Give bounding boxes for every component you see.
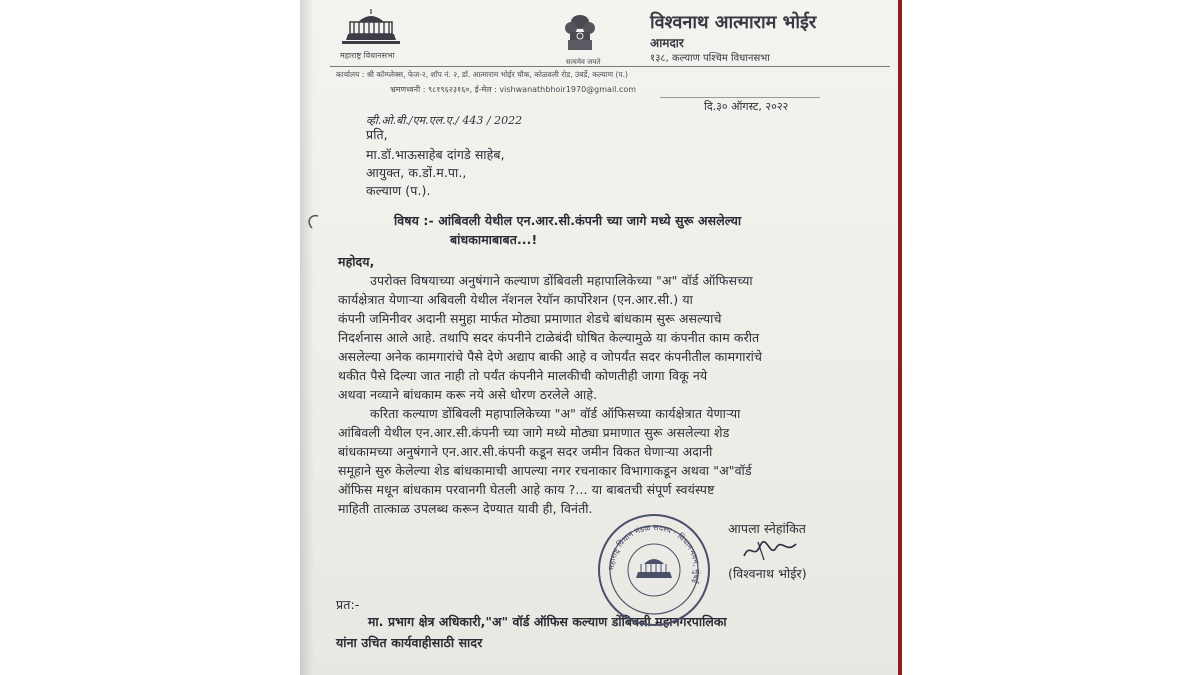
vidhan-bhavan-logo-icon: [336, 8, 406, 48]
official-stamp: [598, 514, 710, 626]
copy-line-1: मा. प्रभाग क्षेत्र अधिकारी,"अ" वॉर्ड ऑफिस कल्याण डोंबिवली महानगरपालिका: [368, 614, 727, 629]
page-shadow: [300, 0, 314, 675]
para2-line: करिता कल्याण डोंबिवली महापालिकेच्या "अ" वॉर्ड ऑफिसच्या कार्यक्षेत्रात येणाऱ्या: [370, 406, 741, 421]
para1-line: निदर्शनास आले आहे. तथापि सदर कंपनीने टाळेबंदी घोषित केल्यामुळे या कंपनीत काम करीत: [338, 330, 760, 345]
reference-number: व्ही.ओ.बी./एम.एल.ए./ 443 / 2022: [366, 114, 523, 127]
para1-line: कार्यक्षेत्रात येणाऱ्या अबिवली येथील नॅशनल रेयॉन कार्पोरेशन (एन.आर.सी.) या: [338, 292, 693, 307]
header-divider-lower: [660, 97, 820, 98]
to-label: प्रति,: [366, 127, 388, 142]
contact-info: भ्रमणध्वनी : ९८१९६२३१६०, ई-मेल : vishwanathbhoir1970@gmail.com: [390, 85, 637, 94]
closing: आपला स्नेहांकित: [728, 521, 807, 536]
mla-name: विश्वनाथ आत्माराम भोईर: [650, 12, 817, 33]
para1-line: अथवा नव्याने बांधकाम करू नये असे धोरण ठरलेले आहे.: [338, 387, 598, 402]
signature-mark-icon: [740, 538, 800, 564]
subject-line-1: विषय :- आंबिवली येथील एन.आर.सी.कंपनी च्या जागे मध्ये सुरू असलेल्या: [394, 213, 742, 228]
para2-line: समूहाने सुरु केलेल्या शेड बांधकामाची आपल्या नगर रचनाकार विभागाकडून अथवा "अ"वॉर्ड: [338, 463, 752, 478]
letter-date: दि.३० ऑगस्ट, २०२२: [704, 100, 789, 113]
salutation: महोदय,: [338, 254, 375, 269]
copy-label: प्रत:-: [336, 597, 360, 612]
signatory-name: (विश्वनाथ भोईर): [728, 566, 807, 581]
stamp-text: महाराष्ट्र विधान मंडळ सदस्य · विधानभवन, मुंबई: [606, 522, 702, 585]
para1-line: उपरोक्त विषयाच्या अनुषंगाने कल्याण डोंबिवली महापालिकेच्या "अ" वॉर्ड ऑफिसच्या: [370, 273, 753, 288]
recipient-place: कल्याण (प.).: [366, 183, 431, 198]
para2-line: बांधकामच्या अनुषंगाने एन.आर.सी.कंपनी कडून सदर जमीन विकत घेणाऱ्या अदानी: [338, 444, 713, 459]
right-edge-strip: [898, 0, 902, 675]
recipient-title: आयुक्त, क.डों.म.पा.,: [366, 165, 467, 180]
para2-line: ऑफिस मधून बांधकाम परवानगी घेतली आहे काय ?... या बाबतची संपूर्ण स्वयंस्पष्ट: [338, 482, 715, 497]
mla-designation: आमदार: [650, 36, 684, 50]
office-address: कार्यालय : श्री कॉम्प्लेक्स, फेज-२, शॉप नं. २, डॉ. आत्माराम भोईर चौक, कोळवली रोड, उंबर्डे, कल्याण (प.): [336, 70, 628, 79]
stamp-emblem-icon: [600, 516, 708, 624]
para2-line: माहिती तात्काळ उपलब्ध करून देण्यात यावी ही, विनंती.: [338, 501, 593, 516]
para1-line: थकीत पैसे दिल्या जात नाही तो पर्यंत कंपनीने मालकीची कोणतीही जागा विकू नये: [338, 368, 708, 383]
para1-line: कंपनी जमिनीवर अदानी समुहा मार्फत मोठ्या प्रमाणात शेडचे बांधकाम सुरू असल्याचे: [338, 311, 722, 326]
copy-line-2: यांना उचित कार्यवाहीसाठी सादर: [336, 635, 483, 650]
para1-line: असलेल्या अनेक कामगारांचे पैसे देणे अद्याप बाकी आहे व जोपर्यंत सदर कंपनीतील कामगारांचे: [338, 349, 763, 364]
national-emblem-icon: [562, 12, 598, 58]
para2-line: आंबिवली येथील एन.आर.सी.कंपनी च्या जागे मध्ये मोठ्या प्रमाणात सुरू असलेल्या शेड: [338, 425, 730, 440]
margin-mark-icon: [304, 212, 322, 232]
left-logo-caption: महाराष्ट्र विधानसभा: [340, 51, 395, 60]
emblem-caption: सत्यमेव जयते: [566, 58, 601, 66]
subject-line-2: बांधकामाबाबत...!: [450, 232, 538, 247]
header-divider: [330, 66, 890, 67]
mla-constituency: १३८, कल्याण पश्चिम विधानसभा: [650, 53, 770, 64]
recipient-name: मा.डॉ.भाऊसाहेब दांगडे साहेब,: [366, 147, 505, 162]
